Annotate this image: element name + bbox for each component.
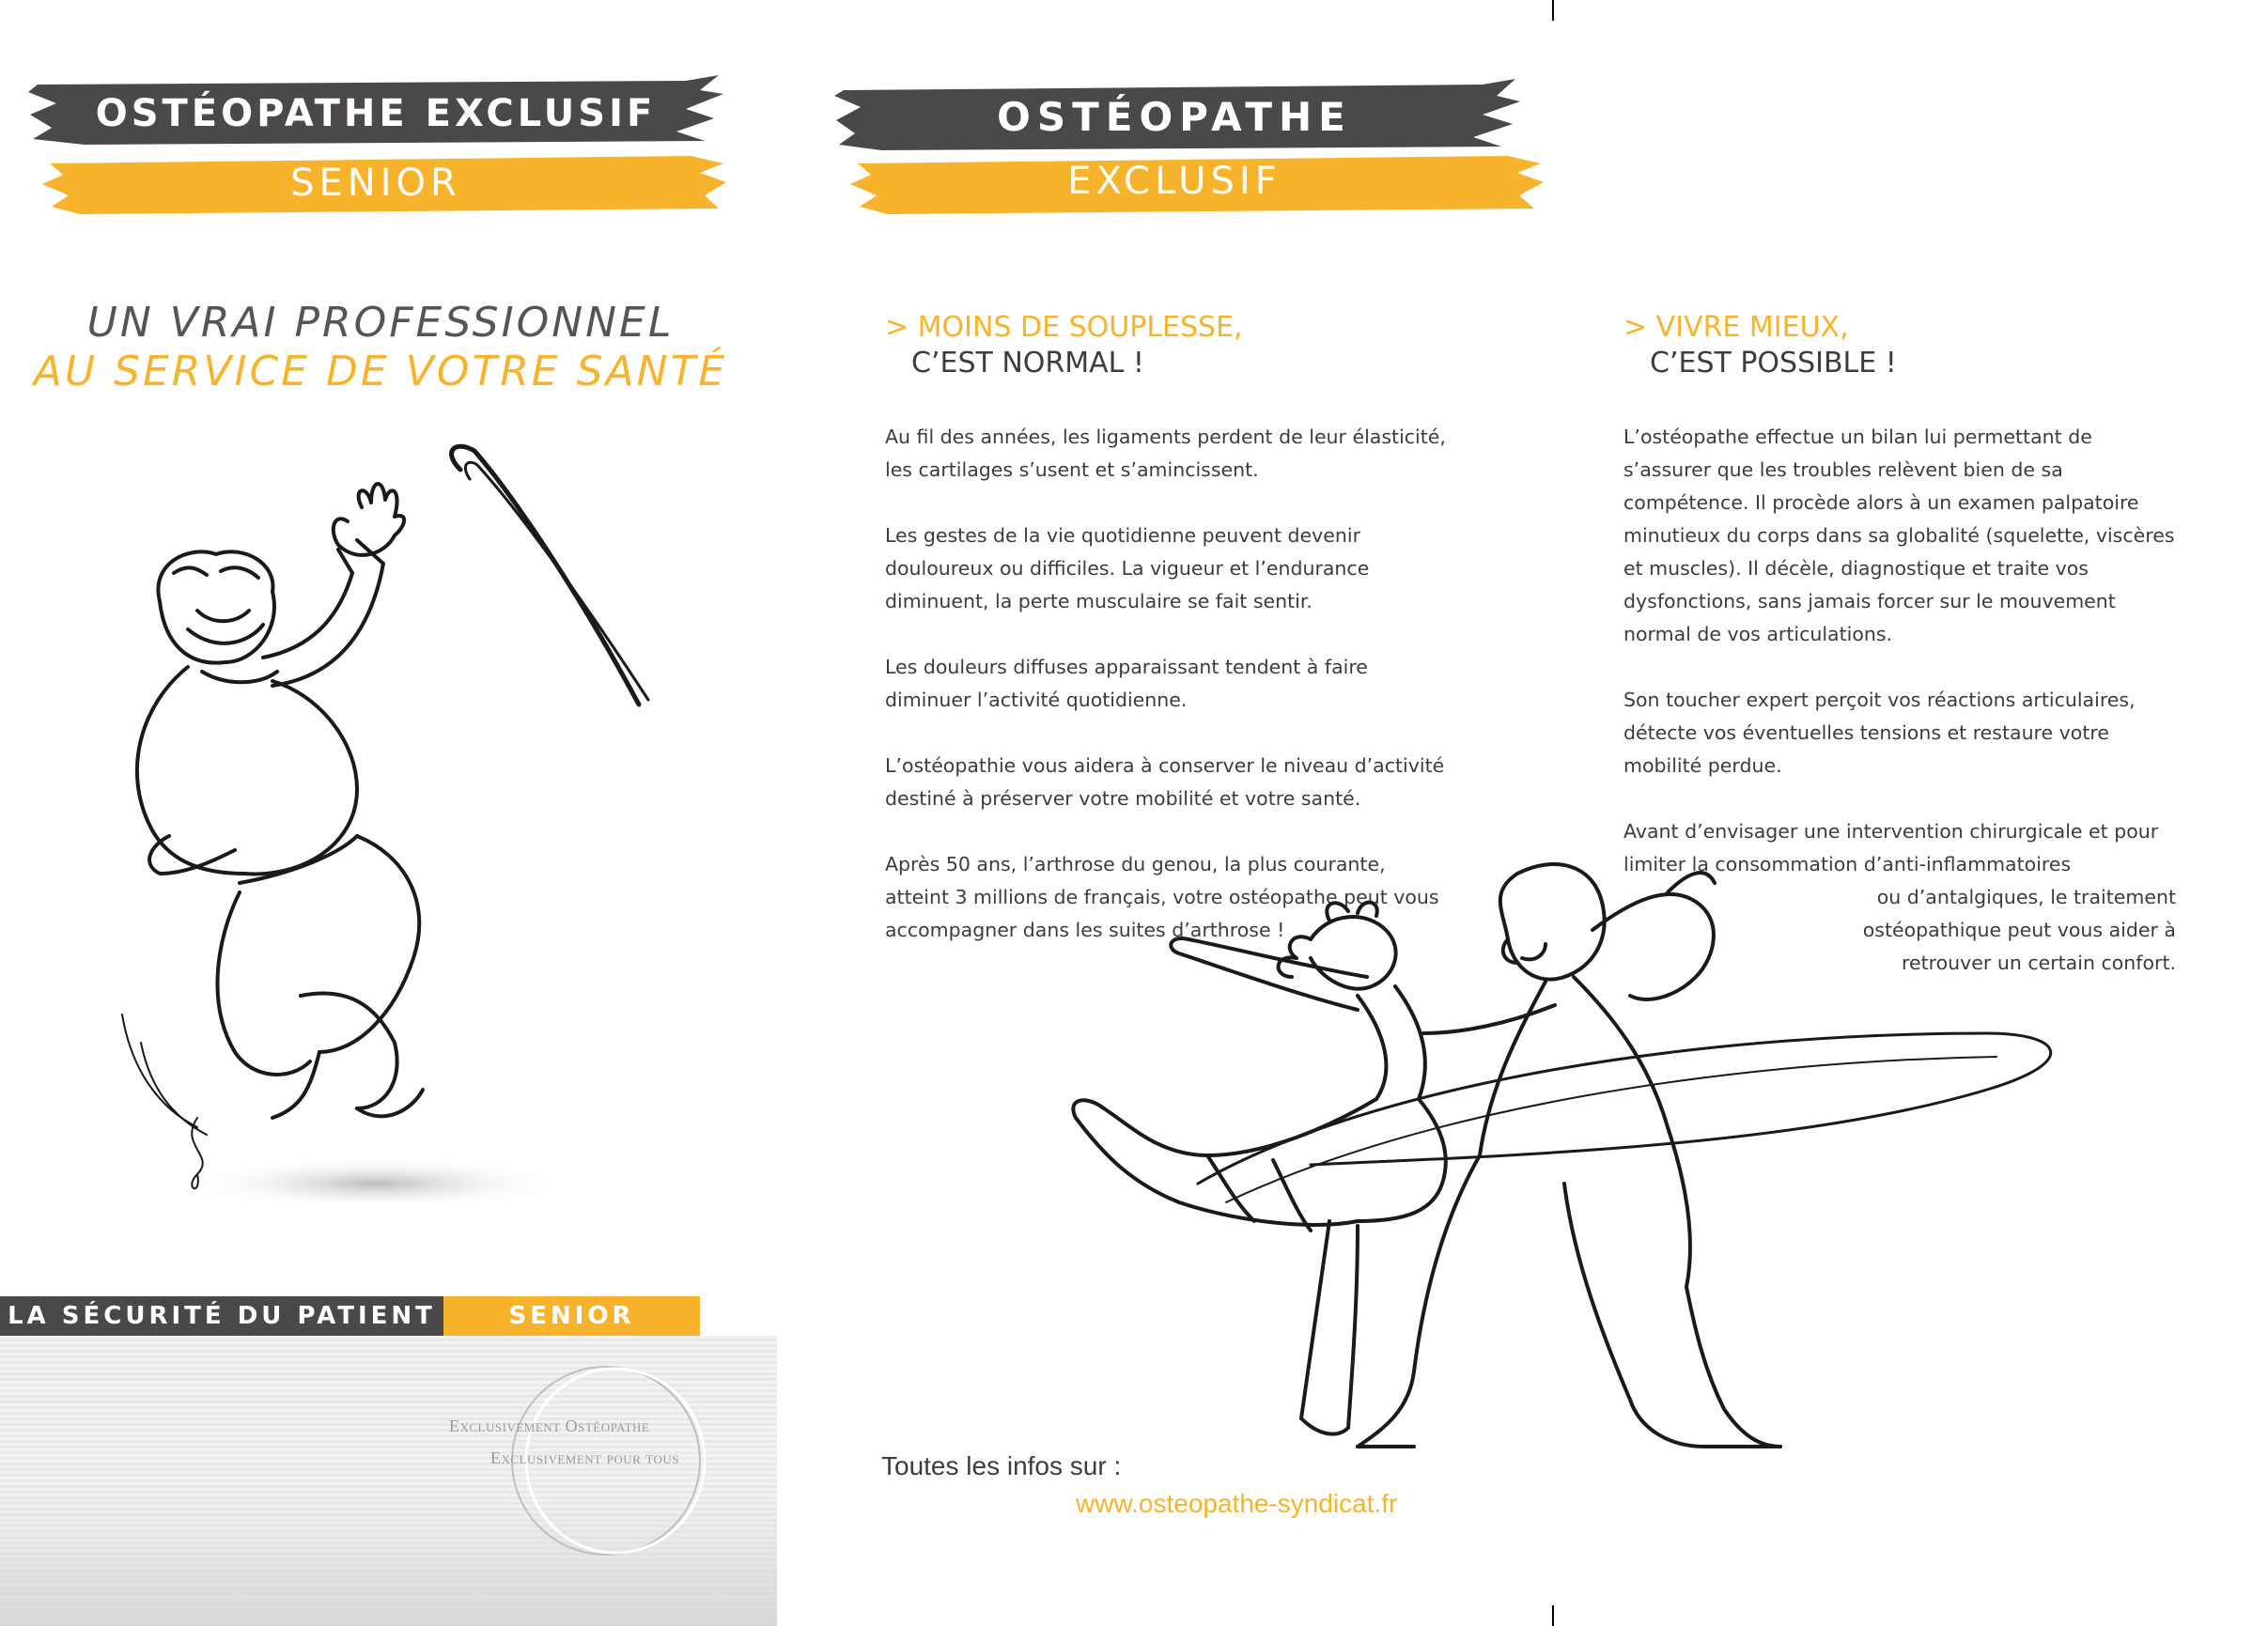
footer-label-senior: SENIOR: [443, 1296, 700, 1336]
paragraph: Au fil des années, les ligaments perdent de leur élasticité, les cartilages s’usent et s’amincissent.: [885, 426, 1446, 481]
paragraph: Avant d’envisager une intervention chirurgicale et pour limiter la consommation d’anti-inflammatoires: [1623, 820, 2159, 875]
paragraph: ou d’antalgiques, le traitement ostéopathique peut vous aider à retrouver un certain confort.: [1862, 886, 2176, 974]
right-banner-subtitle: EXCLUSIF: [1067, 160, 1282, 203]
info-label: Toutes les infos sur :: [881, 1451, 1122, 1480]
right-banner-title: OSTÉOPATHE: [997, 94, 1352, 140]
heading-vivre-mieux-gray: C’EST POSSIBLE !: [1650, 347, 1897, 379]
left-footer-bar: [0, 1296, 700, 1336]
paragraph: Après 50 ans, l’arthrose du genou, la plus courante, atteint 3 millions de français, votre ostéopathe peut vous accompagner dans les suites d’arthrose !: [885, 853, 1439, 941]
left-banner-subtitle: SENIOR: [290, 162, 461, 205]
website-link[interactable]: www.osteopathe-syndicat.fr: [1076, 1489, 1398, 1518]
tagline-line-2: AU SERVICE DE VOTRE SANTÉ: [33, 348, 728, 395]
heading-vivre-mieux: [1623, 310, 2176, 381]
footer-label-security: LA SÉCURITÉ DU PATIENT: [0, 1296, 443, 1336]
heading-souplesse: [885, 310, 1449, 381]
tagline-line-1: UN VRAI PROFESSIONNEL: [86, 299, 675, 347]
paragraph: Les douleurs diffuses apparaissant tendent à faire diminuer l’activité quotidienne.: [885, 656, 1368, 711]
left-banner-title: OSTÉOPATHE EXCLUSIF: [95, 92, 657, 135]
heading-souplesse-yellow: > MOINS DE SOUPLESSE,: [885, 311, 1243, 344]
crop-mark-top: [1552, 0, 1554, 21]
logo-text-line-2: Exclusivement pour tous: [490, 1448, 679, 1467]
logo-text-line-1: Exclusivement Ostéopathe: [449, 1417, 650, 1435]
crop-mark-bottom: [1552, 1605, 1554, 1626]
paragraph: L’ostéopathe effectue un bilan lui permettant de s’assurer que les troubles relèvent bien de sa compétence. Il procède alors à un examen palpatoire minutieux du corps dans sa globalité (squelette, viscères et muscles). Il décèle, diagnostique et traite vos dysfonctions, sans jamais forcer sur le mouvement normal de vos articulations.: [1623, 426, 2175, 645]
heading-vivre-mieux-yellow: > VIVRE MIEUX,: [1623, 311, 1849, 344]
paragraph: Son toucher expert perçoit vos réactions articulaires, détecte vos éventuelles tensions et restaure votre mobilité perdue.: [1623, 689, 2136, 777]
heading-souplesse-gray: C’EST NORMAL !: [911, 347, 1144, 379]
paragraph: L’ostéopathie vous aidera à conserver le niveau d’activité destiné à préserver votre mobilité et votre santé.: [885, 754, 1445, 810]
jumping-senior-illustration: [85, 432, 686, 1202]
dancing-couple-illustration: [1048, 845, 2081, 1484]
paragraph: Les gestes de la vie quotidienne peuvent devenir douloureux ou difficiles. La vigueur et l’endurance diminuent, la perte musculaire se fait sentir.: [885, 524, 1370, 612]
